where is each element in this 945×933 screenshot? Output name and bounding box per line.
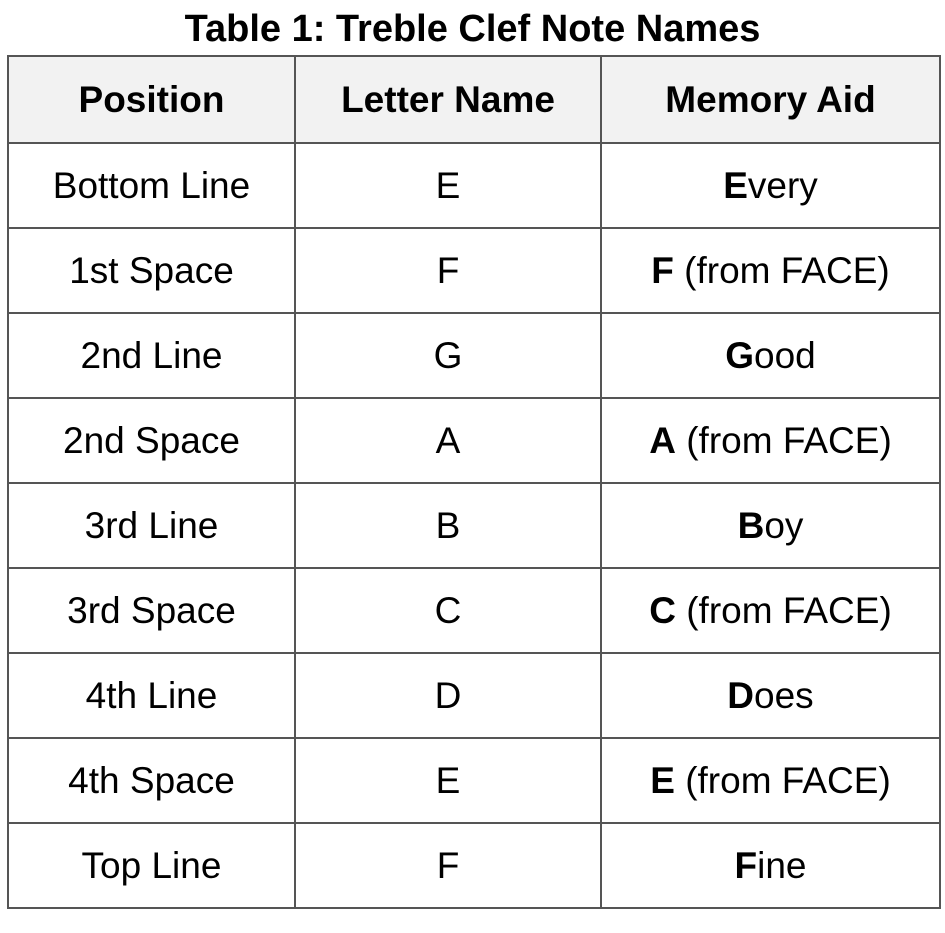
column-header-letter-name: Letter Name — [295, 56, 601, 143]
letter-cell: D — [295, 653, 601, 738]
memory-aid-initial: E — [723, 164, 748, 206]
table-row — [8, 228, 940, 313]
position-cell: 3rd Line — [8, 483, 295, 568]
position-cell: 2nd Line — [8, 313, 295, 398]
table-row — [8, 653, 940, 738]
memory-aid-cell — [601, 228, 940, 313]
memory-aid-cell — [601, 483, 940, 568]
memory-aid-rest: (from FACE) — [675, 419, 892, 461]
position-cell: 4th Line — [8, 653, 295, 738]
letter-cell: G — [295, 313, 601, 398]
letter-cell: E — [295, 738, 601, 823]
table-row — [8, 143, 940, 228]
table-row — [8, 738, 940, 823]
letter-cell: F — [295, 823, 601, 908]
position-cell: 4th Space — [8, 738, 295, 823]
table-caption: Table 1: Treble Clef Note Names — [184, 8, 761, 50]
memory-aid-rest: ood — [754, 334, 816, 376]
memory-aid-initial: A — [649, 419, 676, 461]
position-cell: 3rd Space — [8, 568, 295, 653]
memory-aid-initial: D — [727, 674, 755, 716]
memory-aid-initial: C — [649, 589, 676, 631]
letter-cell: F — [295, 228, 601, 313]
memory-aid-rest: (from FACE) — [674, 759, 891, 801]
table-header-row — [8, 56, 940, 143]
memory-aid-cell — [601, 653, 940, 738]
memory-aid-initial: G — [725, 334, 755, 376]
table-row — [8, 313, 940, 398]
memory-aid-cell — [601, 398, 940, 483]
memory-aid-cell — [601, 143, 940, 228]
memory-aid-cell — [601, 313, 940, 398]
letter-cell: C — [295, 568, 601, 653]
memory-aid-rest: very — [747, 164, 818, 206]
table-row — [8, 823, 940, 908]
position-cell: Top Line — [8, 823, 295, 908]
position-cell: 2nd Space — [8, 398, 295, 483]
memory-aid-initial: F — [651, 249, 674, 291]
memory-aid-cell — [601, 738, 940, 823]
memory-aid-initial: F — [734, 844, 758, 886]
memory-aid-cell — [601, 568, 940, 653]
memory-aid-rest: ine — [757, 844, 807, 886]
position-cell: 1st Space — [8, 228, 295, 313]
memory-aid-rest: (from FACE) — [673, 249, 890, 291]
column-header-memory-aid: Memory Aid — [601, 56, 940, 143]
memory-aid-initial: E — [650, 759, 675, 801]
table-row — [8, 398, 940, 483]
table-row — [8, 483, 940, 568]
letter-cell: E — [295, 143, 601, 228]
table-row — [8, 568, 940, 653]
memory-aid-rest: (from FACE) — [675, 589, 892, 631]
memory-aid-rest: oy — [764, 504, 804, 546]
column-header-position: Position — [8, 56, 295, 143]
letter-cell: A — [295, 398, 601, 483]
treble-clef-table — [7, 55, 941, 909]
memory-aid-cell — [601, 823, 940, 908]
memory-aid-rest: oes — [754, 674, 814, 716]
letter-cell: B — [295, 483, 601, 568]
memory-aid-initial: B — [737, 504, 765, 546]
position-cell: Bottom Line — [8, 143, 295, 228]
